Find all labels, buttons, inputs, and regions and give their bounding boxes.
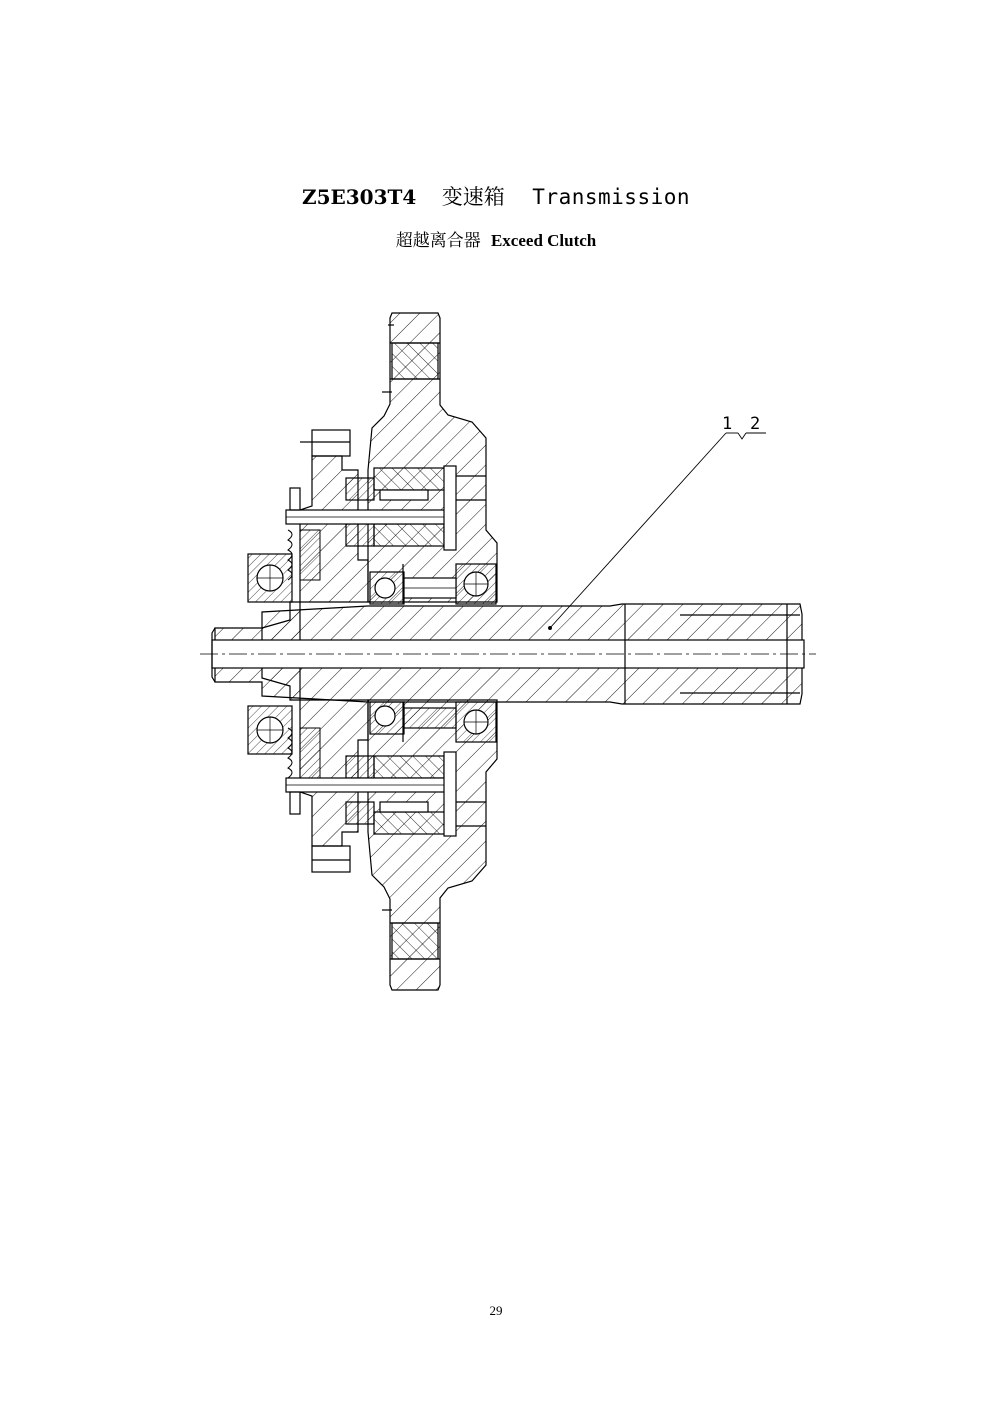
ratchet-rollers-bottom	[288, 728, 320, 778]
left-bearing-bottom	[248, 706, 292, 754]
right-bearing-top	[456, 564, 496, 604]
callout-leader	[549, 433, 767, 630]
large-gear-bottom	[368, 700, 497, 990]
right-bearing-bottom	[456, 702, 496, 742]
large-gear-top	[368, 313, 497, 602]
callout-label-1: 1	[722, 414, 733, 434]
left-bearing-top	[248, 554, 292, 602]
title-english: Transmission	[532, 185, 691, 209]
callout-label-2: 2	[750, 414, 761, 434]
model-code: Z5E303T4	[301, 185, 417, 209]
title-chinese: 变速箱	[441, 185, 505, 209]
subtitle-chinese: 超越离合器	[395, 231, 481, 251]
output-shaft	[200, 604, 816, 704]
subtitle-english: Exceed Clutch	[490, 231, 597, 250]
ratchet-rollers-top	[288, 530, 320, 580]
page-number: 29	[489, 1303, 503, 1318]
